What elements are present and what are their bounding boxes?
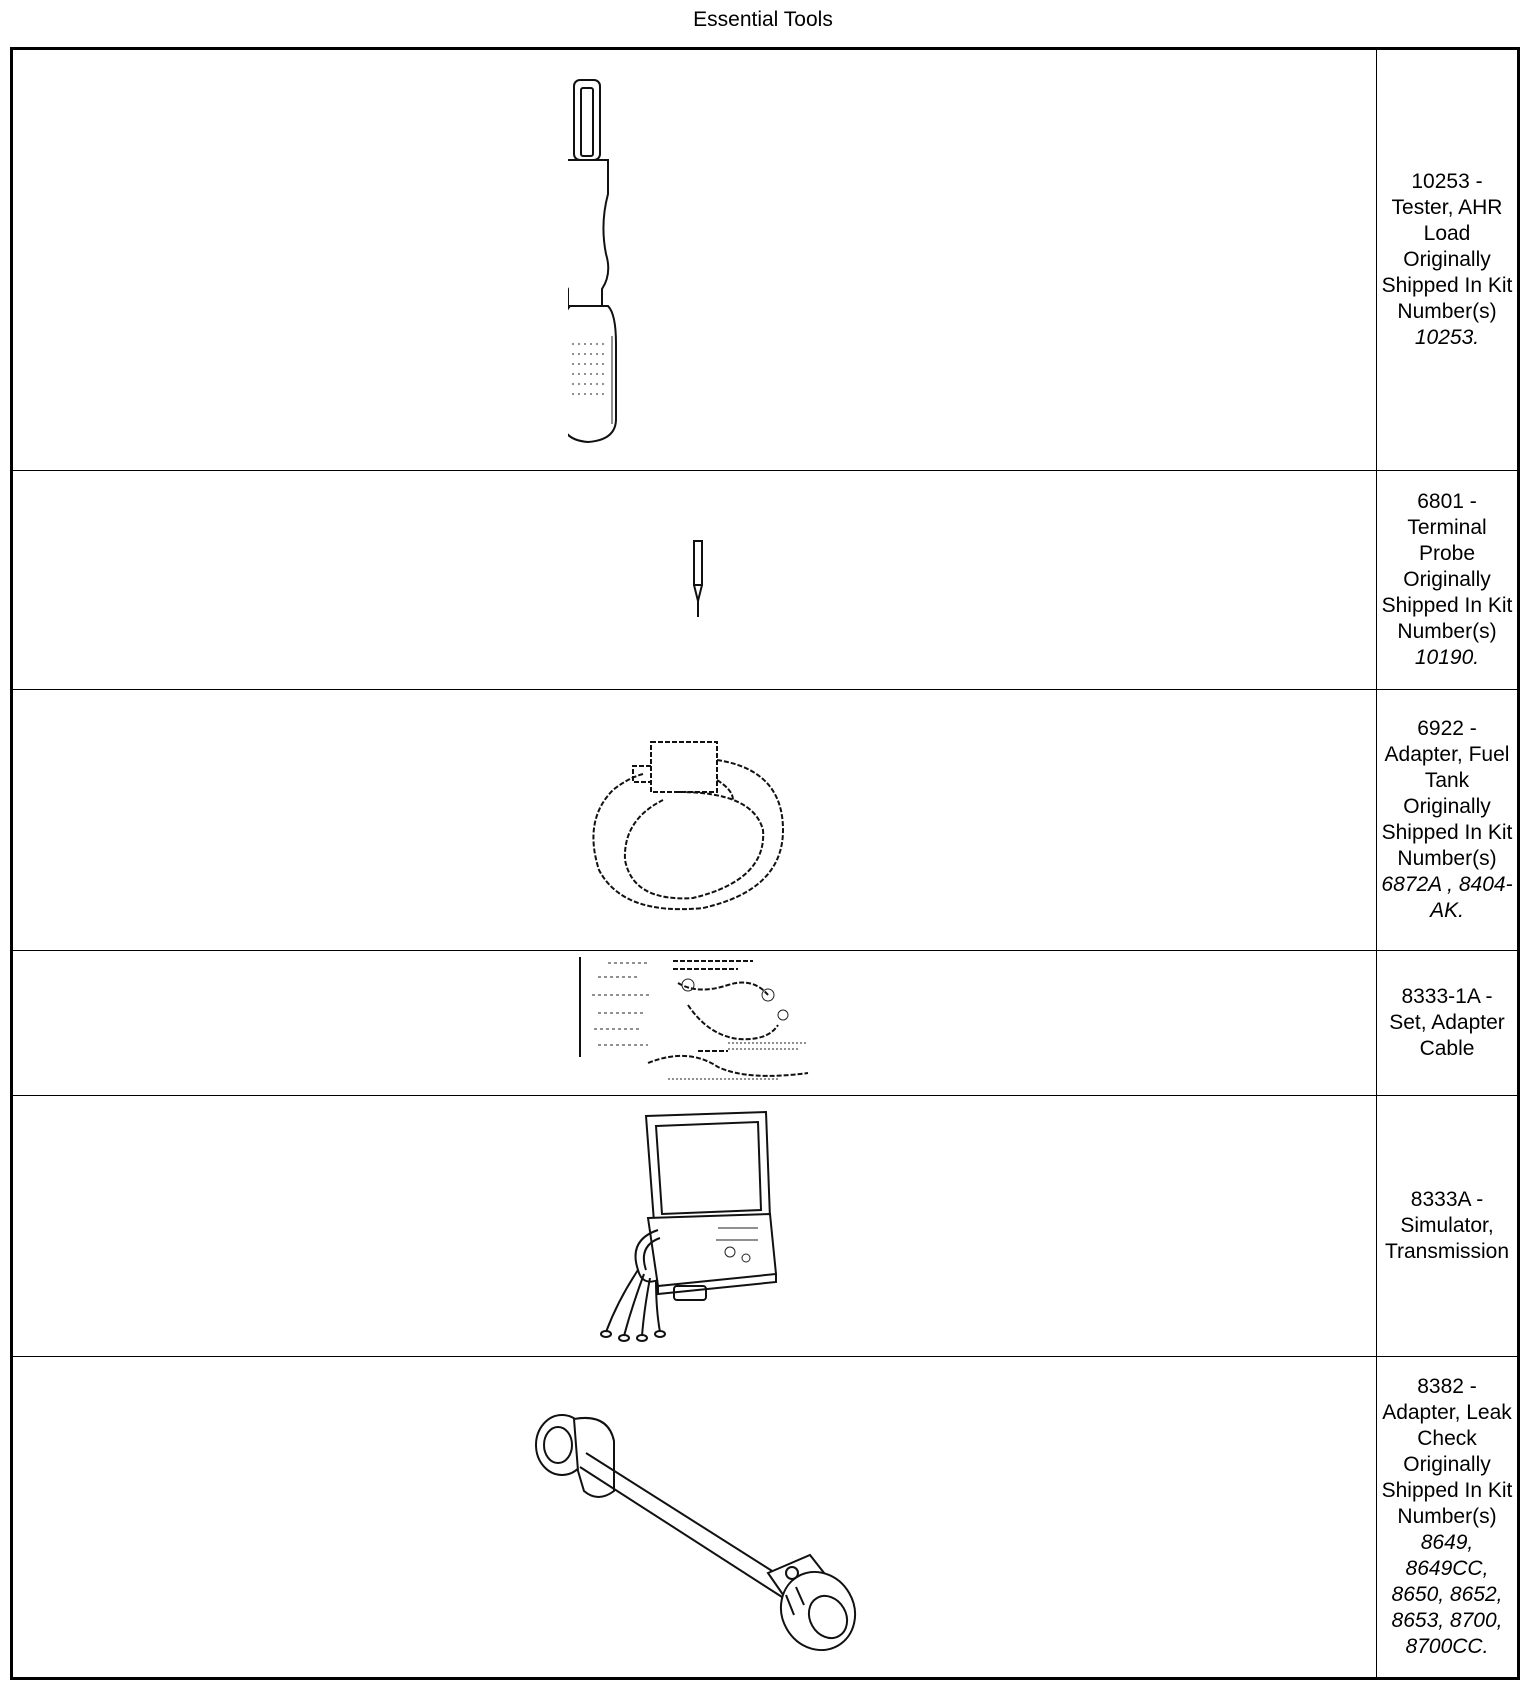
tool-description bbox=[1377, 951, 1519, 1096]
transmission-simulator-icon bbox=[598, 1110, 783, 1342]
terminal-probe-icon bbox=[689, 539, 709, 621]
table-row bbox=[12, 690, 1519, 951]
image-cell bbox=[12, 690, 1377, 951]
table-row bbox=[12, 471, 1519, 690]
fuel-tank-adapter-icon bbox=[583, 730, 793, 920]
tool-name: Tester, AHR Load bbox=[1391, 196, 1503, 245]
tool-kits: 10190. bbox=[1414, 646, 1480, 669]
tool-name: Adapter, Leak Check bbox=[1382, 1401, 1512, 1450]
tool-description bbox=[1377, 471, 1519, 690]
table-row bbox=[12, 49, 1519, 471]
image-cell bbox=[12, 951, 1377, 1096]
tool-code: 10253 - bbox=[1411, 170, 1483, 193]
table-row bbox=[12, 1096, 1519, 1357]
tool-name: Set, Adapter Cable bbox=[1389, 1011, 1505, 1060]
tool-code: 6801 - bbox=[1417, 490, 1477, 513]
tool-name: Simulator, Transmission bbox=[1384, 1214, 1510, 1263]
table-row bbox=[12, 1357, 1519, 1679]
tool-kits: 10253. bbox=[1414, 326, 1480, 349]
tool-description bbox=[1377, 1096, 1519, 1357]
tool-shipped-note: Originally Shipped In Kit Number(s) bbox=[1381, 248, 1513, 323]
tool-shipped-note: Originally Shipped In Kit Number(s) bbox=[1381, 1453, 1513, 1528]
essential-tools-table bbox=[10, 47, 1520, 1680]
tool-description bbox=[1377, 49, 1519, 471]
tool-description bbox=[1377, 690, 1519, 951]
tool-name: Terminal Probe bbox=[1407, 516, 1487, 565]
image-cell bbox=[12, 49, 1377, 471]
tool-code: 8382 - bbox=[1417, 1375, 1477, 1398]
tool-shipped-note: Originally Shipped In Kit Number(s) bbox=[1381, 568, 1513, 643]
tool-shipped-note: Originally Shipped In Kit Number(s) bbox=[1381, 795, 1513, 870]
tester-icon bbox=[568, 74, 638, 446]
page-title: Essential Tools bbox=[693, 8, 833, 31]
tool-name: Adapter, Fuel Tank bbox=[1384, 743, 1510, 792]
tool-description bbox=[1377, 1357, 1519, 1679]
tool-kits: 6872A , 8404-AK. bbox=[1381, 873, 1513, 922]
leak-check-adapter-icon bbox=[528, 1405, 878, 1665]
tool-kits: 8649, 8649CC, 8650, 8652, 8653, 8700, 8700CC. bbox=[1391, 1531, 1503, 1658]
table-row bbox=[12, 951, 1519, 1096]
image-cell bbox=[12, 1096, 1377, 1357]
tool-code: 8333-1A - bbox=[1401, 985, 1493, 1008]
image-cell bbox=[12, 1357, 1377, 1679]
adapter-cable-set-icon bbox=[578, 955, 813, 1089]
tool-code: 6922 - bbox=[1417, 717, 1477, 740]
tool-code: 8333A - bbox=[1410, 1188, 1484, 1211]
image-cell bbox=[12, 471, 1377, 690]
